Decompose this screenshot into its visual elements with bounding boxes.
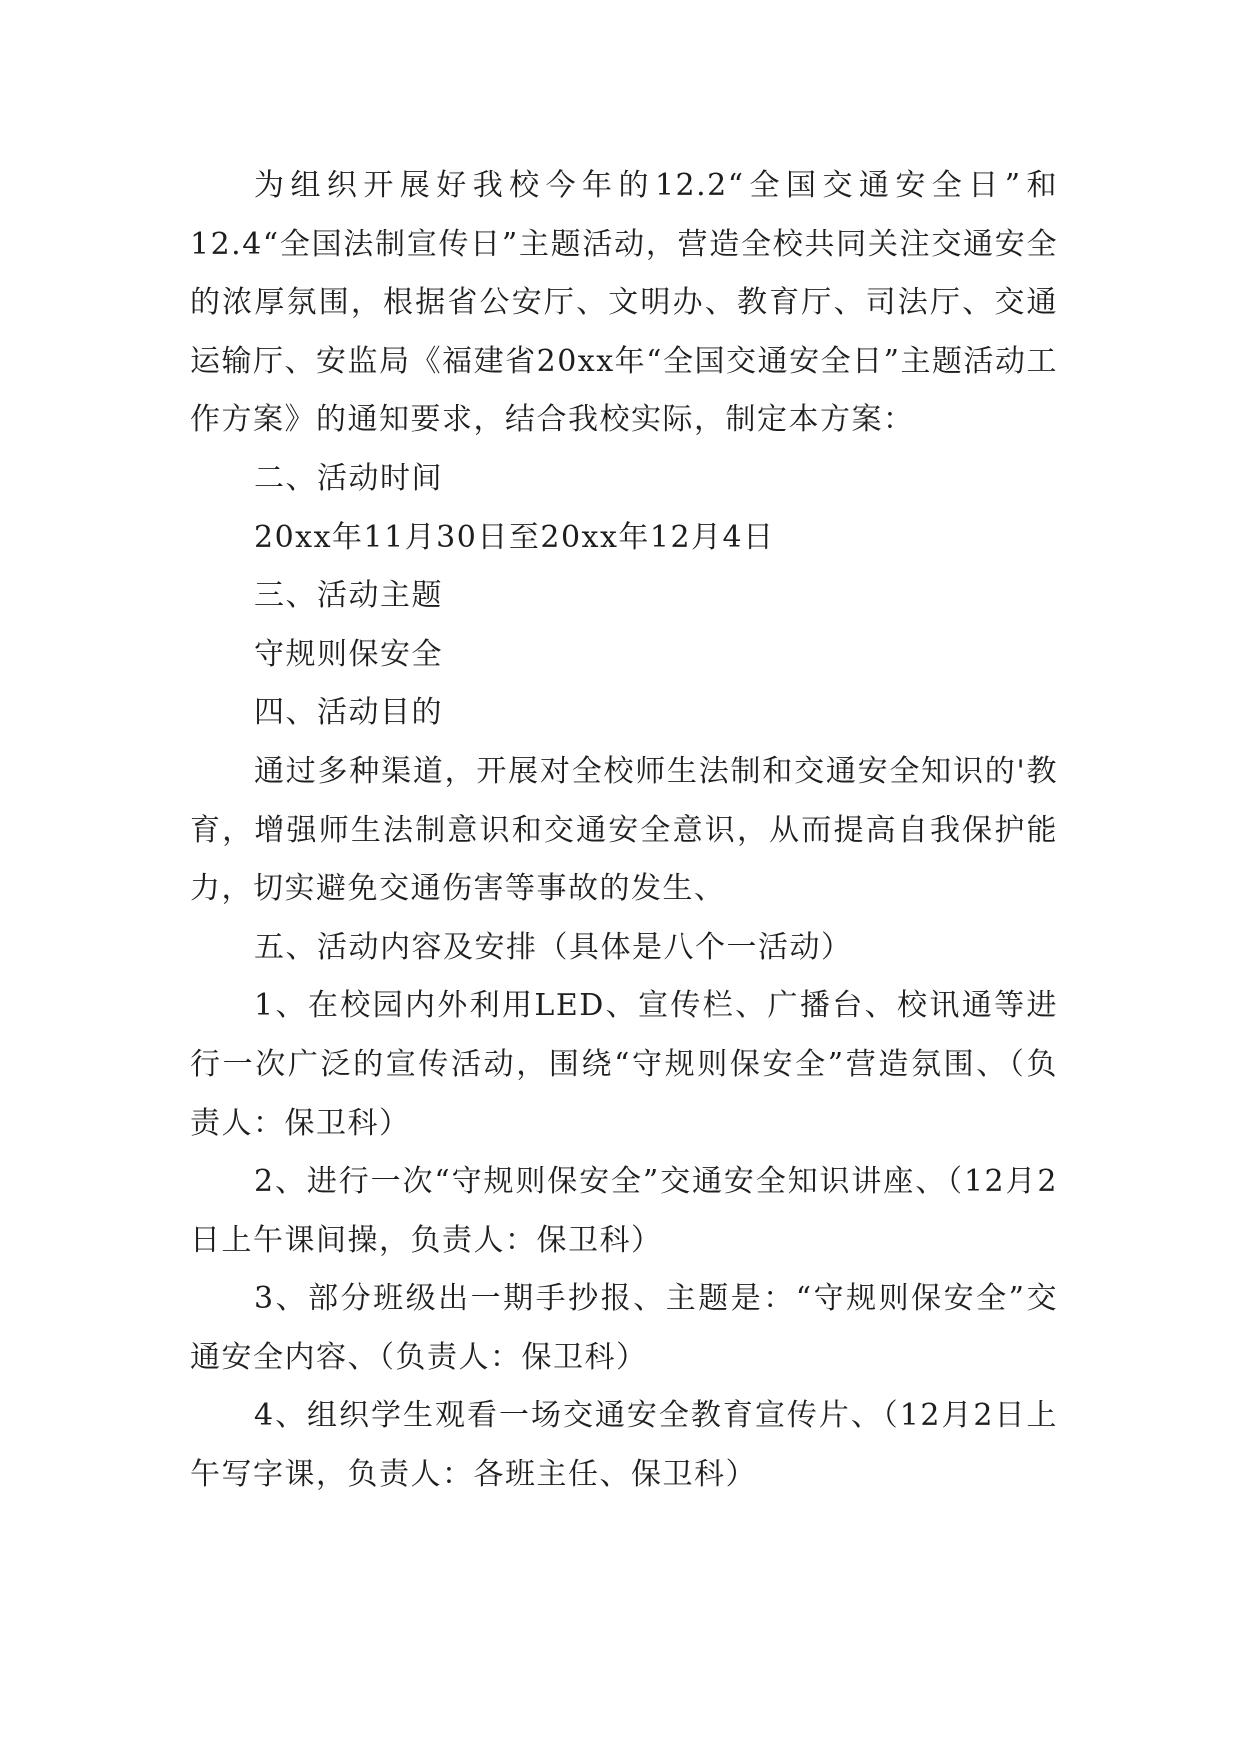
content-item-4: 4、组织学生观看一场交通安全教育宣传片、（12月2日上午写字课，负责人：各班主任、保卫科） xyxy=(190,1398,1058,1493)
content-item-1: 1、在校园内外利用LED、宣传栏、广播台、校讯通等进行一次广泛的宣传活动，围绕“守规则保安全”营造氛围、（负责人：保卫科） xyxy=(190,988,1058,1141)
activity-purpose-text: 通过多种渠道，开展对全校师生法制和交通安全知识的'教育，增强师生法制意识和交通安全意识，从而提高自我保护能力，切实避免交通伤害等事故的发生、 xyxy=(190,753,1058,907)
section-heading-theme: 三、活动主题 xyxy=(254,578,443,614)
section-heading-purpose: 四、活动目的 xyxy=(254,695,443,731)
intro-paragraph: 为组织开展好我校今年的12.2“全国交通安全日”和12.4“全国法制宣传日”主题活动，营造全校共同关注交通安全的浓厚氛围，根据省公安厅、文明办、教育厅、司法厅、交通运输厅、安监局《福建省20xx年“全国交通安全日”主题活动工作方案》的通知要求，结合我校实际，制定本方案： xyxy=(190,168,1058,438)
activity-time-text: 20xx年11月30日至20xx年12月4日 xyxy=(254,519,775,555)
content-item-3: 3、部分班级出一期手抄报、主题是：“守规则保安全”交通安全内容、（负责人：保卫科） xyxy=(190,1281,1058,1375)
activity-theme-text: 守规则保安全 xyxy=(254,636,443,672)
document-body xyxy=(190,157,1058,1505)
section-heading-content: 五、活动内容及安排（具体是八个一活动） xyxy=(254,929,853,965)
section-heading-time: 二、活动时间 xyxy=(254,460,443,496)
content-item-2: 2、进行一次“守规则保安全”交通安全知识讲座、（12月2日上午课间操，负责人：保卫科） xyxy=(190,1164,1058,1258)
